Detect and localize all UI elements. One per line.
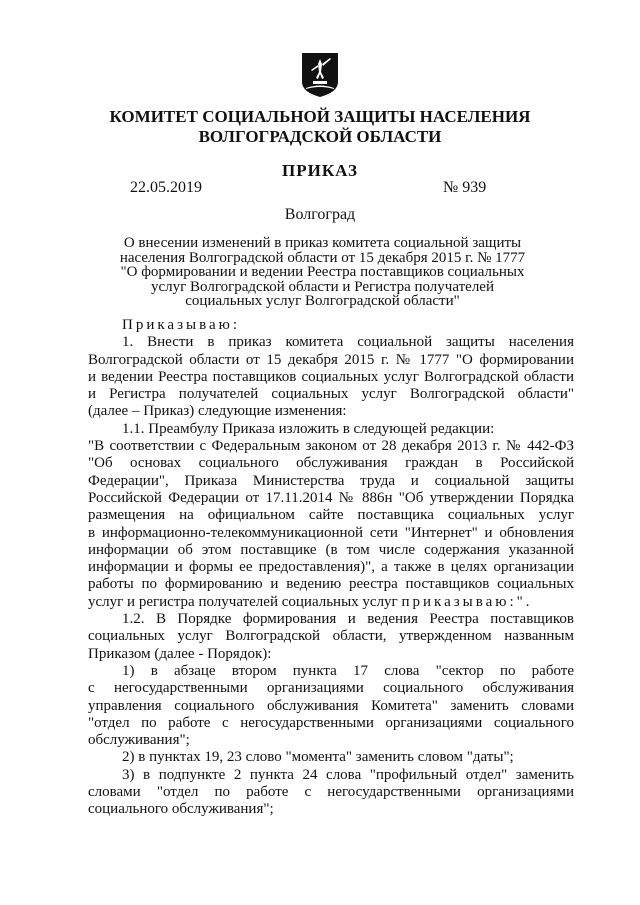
order-body (88, 317, 574, 819)
body-line: "отдел по работе с негосударственными организациями социального (88, 714, 574, 731)
body-line: размещения на официальном сайте поставщика социальных услуг (88, 507, 574, 524)
body-line: 1) в абзаце втором пункта 17 слова "сектор по работе (122, 662, 574, 679)
coat-of-arms-emblem (301, 52, 339, 98)
body-line: информации об этом поставщике (в том числе содержания указанной (88, 541, 574, 558)
body-line: 2) в пунктах 19, 23 слово "момента" заменить словом "даты"; (122, 749, 514, 766)
body-line-with-order-word (88, 594, 574, 611)
organization-name-line-1: КОМИТЕТ СОЦИАЛЬНОЙ ЗАЩИТЫ НАСЕЛЕНИЯ (109, 107, 531, 126)
subject-line: услуг Волгоградской области и Регистра получателей (151, 278, 494, 295)
inline-order-word: приказываю:". (401, 593, 533, 610)
body-line: работы по формированию и ведению реестра поставщиков социальных (88, 576, 574, 593)
order-word: Приказываю: (122, 317, 240, 333)
organization-name-line-2: ВОЛГОГРАДСКОЙ ОБЛАСТИ (198, 127, 442, 146)
body-line: в информационно-телекоммуникационной сети "Интернет" и обновления (88, 524, 574, 541)
city-name: Волгоград (284, 206, 356, 223)
body-line: и ведении Реестра поставщиков социальных услуг Волгоградской области (88, 368, 574, 385)
body-line: управления социального обслуживания Комитета" заменить словами (88, 697, 574, 714)
body-line: 1. Внести в приказ комитета социальной защиты населения (122, 334, 574, 351)
body-line: (далее – Приказ) следующие изменения: (88, 403, 347, 420)
body-line: информации и формы ее предоставления)", а также в целях организации (88, 559, 574, 576)
subject-line: социальных услуг Волгоградской области" (185, 293, 460, 310)
body-line: 3) в подпункте 2 пункта 24 слова "профильный отдел" заменить (122, 766, 574, 783)
body-line: Федерации", Приказа Министерства труда и социальной защиты (88, 472, 574, 489)
body-line: Приказом (далее - Порядок): (88, 645, 272, 662)
body-line: Российской Федерации от 17.11.2014 № 886н "Об утверждении Порядка (88, 489, 574, 506)
body-line: и Регистра получателей социальных услуг Волгоградской области" (88, 386, 574, 403)
document-type-title: ПРИКАЗ (282, 161, 358, 180)
body-line: с негосударственными организациями социального обслуживания (88, 680, 574, 697)
body-line-text: услуг и регистра получателей социальных услуг (88, 593, 398, 610)
body-line: обслуживания"; (88, 732, 190, 749)
order-number: № 939 (443, 179, 487, 196)
order-date: 22.05.2019 (130, 179, 202, 196)
body-line: словами "отдел по работе с негосударственными организациями (88, 784, 574, 801)
body-line: 1.1. Преамбулу Приказа изложить в следующей редакции: (122, 420, 495, 437)
subject-line: О внесении изменений в приказ комитета социальной защиты (123, 235, 522, 251)
body-line: Волгоградской области от 15 декабря 2015 г. № 1777 "О формировании (88, 351, 574, 368)
body-line: "Об основах социального обслуживания граждан в Российской (88, 455, 574, 472)
subject-line: "О формировании и ведении Реестра поставщиков социальных (120, 264, 525, 281)
order-subject (110, 236, 535, 309)
body-line: 1.2. В Порядке формирования и ведения Реестра поставщиков (122, 611, 574, 628)
body-line: социальных услуг Волгоградской области, утвержденном названным (88, 628, 574, 645)
subject-line: населения Волгоградской области от 15 декабря 2015 г. № 1777 (119, 249, 526, 266)
body-line: социального обслуживания"; (88, 801, 274, 818)
body-line: "В соответствии с Федеральным законом от 28 декабря 2013 г. № 442-ФЗ (88, 438, 574, 455)
